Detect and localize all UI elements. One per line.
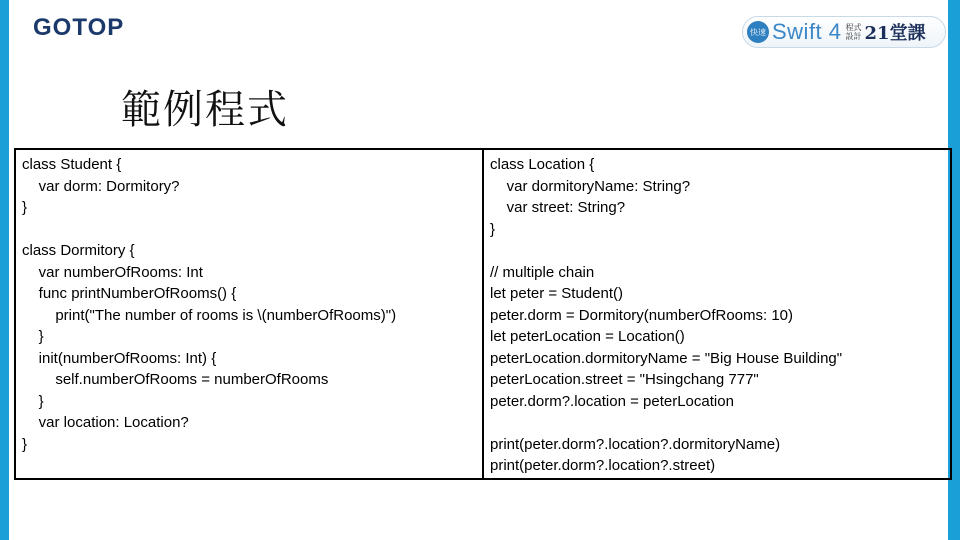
left-accent-stripe [0,0,9,540]
code-line: peter.dorm = Dormitory(numberOfRooms: 10) [490,306,794,324]
code-line: } [22,392,44,410]
code-line: peterLocation.street = "Hsingchang 777" [490,371,759,388]
brand-sub-text [846,23,862,41]
brand-sub-top: 程式 [845,23,862,32]
code-line: peter.dorm?.location = peterLocation [490,392,734,410]
code-line: } [22,435,28,453]
code-line: self.numberOfRooms = numberOfRooms [22,371,329,388]
code-line: print(peter.dorm?.location?.dormitoryName) [490,435,781,453]
code-column-left [16,150,484,478]
brand-swift-text: Swift 4 [772,19,842,44]
code-line: var street: String? [490,199,626,216]
code-line: } [490,220,496,238]
code-line: var dorm: Dormitory? [22,177,180,195]
code-line: } [22,328,44,345]
code-line: class Location { [490,156,595,173]
code-line [490,240,944,262]
book-brand-logo [742,16,946,48]
code-line: class Student { [22,156,122,173]
gotop-logo: GOTOP [33,14,125,41]
code-line: let peterLocation = Location() [490,328,685,345]
code-line: var numberOfRooms: Int [22,263,203,281]
code-column-right [484,150,950,478]
code-line: let peter = Student() [490,285,623,302]
code-line: } [22,199,28,216]
code-line: var dormitoryName: String? [490,177,691,195]
code-line: peterLocation.dormitoryName = "Big House Building" [490,349,843,367]
code-line [22,219,476,241]
brand-tail-text: 21堂課 [864,23,926,44]
code-line: print(peter.dorm?.location?.street) [490,457,716,474]
code-line [490,412,944,434]
code-line: class Dormitory { [22,242,135,259]
code-line: init(numberOfRooms: Int) { [22,349,217,367]
brand-badge: 快速 [747,21,769,43]
code-line: // multiple chain [490,263,595,281]
page-title: 範例程式 [121,87,289,133]
code-table [14,148,952,480]
code-line: func printNumberOfRooms() { [22,285,237,302]
code-line: print("The number of rooms is \(numberOfRooms)") [22,306,397,324]
code-line: var location: Location? [22,414,189,431]
brand-sub-bottom: 設計 [845,32,862,41]
